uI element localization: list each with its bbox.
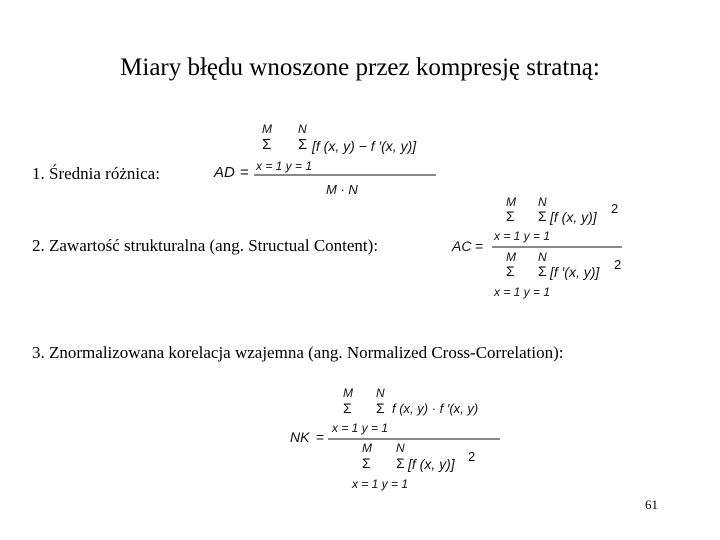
sigma-icon: Σ bbox=[362, 455, 371, 471]
formula-denominator: [f (x, y)] bbox=[408, 456, 455, 472]
formula-structural-content bbox=[450, 192, 630, 300]
sigma-icon: Σ bbox=[376, 400, 385, 416]
sum-lower: x = 1 y = 1 bbox=[332, 421, 389, 435]
formula-eq: = bbox=[475, 238, 484, 254]
formula-normalized-cross-correlation bbox=[288, 383, 508, 493]
formula-average-difference bbox=[210, 118, 450, 200]
slide-title: Miary błędu wnoszone przez kompresję stratną: bbox=[120, 54, 600, 81]
formula-eq: = bbox=[316, 429, 325, 445]
sigma-icon: Σ bbox=[506, 208, 515, 224]
formula-numerator: [f (x, y) − f ′(x, y)] bbox=[312, 138, 417, 154]
formula-lhs: AD bbox=[214, 164, 235, 181]
formula-numerator: f (x, y) · f ′(x, y) bbox=[392, 401, 479, 416]
sum-upper-m: M bbox=[362, 441, 372, 455]
formula-denominator: M · N bbox=[326, 182, 358, 197]
sum-upper-n: N bbox=[538, 250, 547, 264]
formula-lhs: NK bbox=[290, 429, 310, 445]
sigma-icon: Σ bbox=[298, 136, 308, 153]
sum-upper-m: M bbox=[506, 250, 516, 264]
sum-upper-n: N bbox=[396, 441, 405, 455]
sigma-icon: Σ bbox=[538, 263, 547, 279]
exponent: 2 bbox=[614, 257, 622, 272]
sigma-icon: Σ bbox=[262, 136, 272, 153]
sum-upper-n: N bbox=[538, 195, 547, 209]
formula-numerator: [f (x, y)] bbox=[550, 209, 597, 225]
page-number: 61 bbox=[645, 497, 658, 512]
item-average-difference-label: 1. Średnia różnica: bbox=[32, 164, 160, 183]
formula-eq: = bbox=[240, 164, 249, 181]
sum-upper-m: M bbox=[343, 386, 353, 400]
item-normalized-cross-correlation-label: 3. Znormalizowana korelacja wzajemna (ang. Normalized Cross-Correlation): bbox=[32, 343, 564, 362]
sum-lower: x = 1 y = 1 bbox=[494, 285, 551, 299]
exponent: 2 bbox=[611, 201, 619, 216]
sum-lower: x = 1 y = 1 bbox=[494, 229, 551, 243]
formula-denominator: [f ′(x, y)] bbox=[550, 264, 600, 280]
exponent: 2 bbox=[468, 449, 476, 464]
sigma-icon: Σ bbox=[506, 263, 515, 279]
sigma-icon: Σ bbox=[538, 208, 547, 224]
sum-lower: x = 1 y = 1 bbox=[256, 159, 313, 173]
sum-lower: x = 1 y = 1 bbox=[352, 477, 409, 491]
sum-upper-n: N bbox=[376, 386, 385, 400]
formula-lhs: AC bbox=[452, 238, 472, 254]
sigma-icon: Σ bbox=[343, 400, 352, 416]
sigma-icon: Σ bbox=[396, 455, 405, 471]
item-structural-content-label: 2. Zawartość strukturalna (ang. Structual Content): bbox=[32, 236, 379, 255]
sum-upper-m: M bbox=[506, 195, 516, 209]
sum-upper-m: M bbox=[262, 122, 272, 136]
sum-upper-n: N bbox=[298, 122, 307, 136]
